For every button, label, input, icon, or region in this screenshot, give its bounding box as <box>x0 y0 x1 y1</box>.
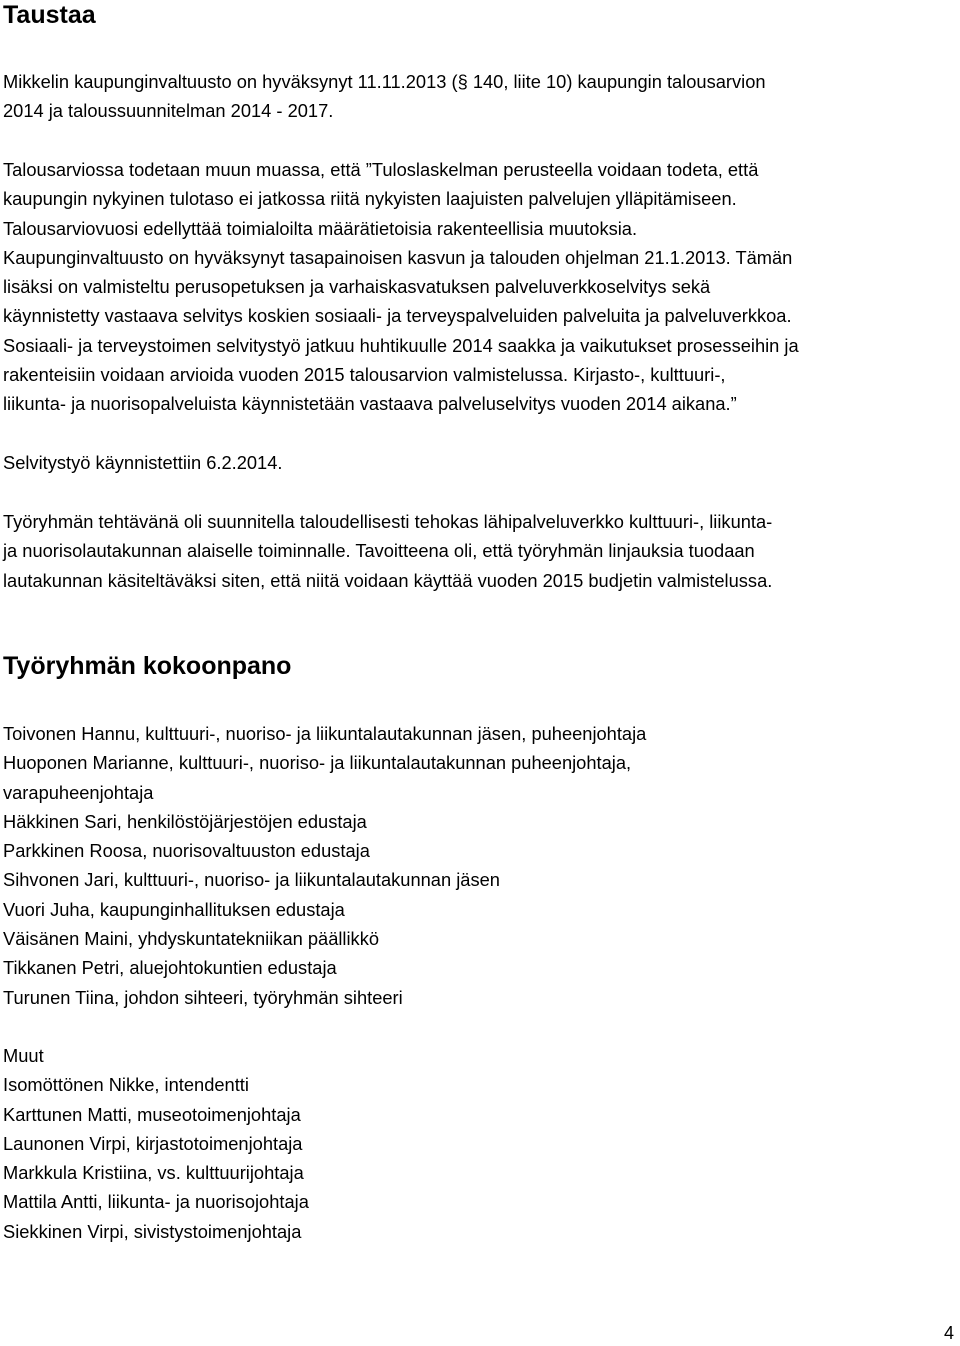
text-line: kaupungin nykyinen tulotaso ei jatkossa riitä nykyisten laajuisten palvelujen ylläpitämiseen. <box>3 188 737 210</box>
member-line: Väisänen Maini, yhdyskuntatekniikan päällikkö <box>3 928 379 950</box>
participant-line: Launonen Virpi, kirjastotoimenjohtaja <box>3 1132 303 1154</box>
text-line: käynnistetty vastaava selvitys koskien sosiaali- ja terveyspalveluiden palveluita ja palveluverkkoa. <box>3 305 792 327</box>
member-line: Vuori Juha, kaupunginhallituksen edustaja <box>3 898 345 920</box>
member-line: Toivonen Hannu, kulttuuri-, nuoriso- ja liikuntalautakunnan jäsen, puheenjohtaja <box>3 723 647 744</box>
paragraph-work-started <box>3 448 282 477</box>
text-line: rakenteisiin voidaan arvioida vuoden 2015 talousarvion valmistelussa. Kirjasto-, kulttuuri-, <box>3 364 726 386</box>
member-line: Sihvonen Jari, kulttuuri-, nuoriso- ja liikuntalautakunnan jäsen <box>3 869 500 891</box>
text-line: Sosiaali- ja terveystoimen selvitystyö jatkuu huhtikuulle 2014 saakka ja vaikutukset prosesseihin ja <box>3 334 799 356</box>
text-line: Kaupunginvaltuusto on hyväksynyt tasapainoisen kasvun ja talouden ohjelman 21.1.2013. Tämän <box>3 246 793 268</box>
text-line: Talousarviossa todetaan muun muassa, että ”Tuloslaskelman perusteella voidaan todeta, että <box>3 159 759 180</box>
paragraph-workgroup-task <box>3 507 772 595</box>
member-line: varapuheenjohtaja <box>3 781 154 803</box>
heading-taustaa: Taustaa <box>3 1 96 29</box>
participant-line: Karttunen Matti, museotoimenjohtaja <box>3 1103 301 1125</box>
other-participants-list <box>3 1041 309 1246</box>
participant-line: Mattila Antti, liikunta- ja nuorisojohtaja <box>3 1191 309 1213</box>
text-line: Selvitystyö käynnistettiin 6.2.2014. <box>3 452 283 473</box>
paragraph-budget-quote <box>3 155 799 419</box>
member-line: Huoponen Marianne, kulttuuri-, nuoriso- ja liikuntalautakunnan puheenjohtaja, <box>3 752 632 774</box>
text-line: lisäksi on valmisteltu perusopetuksen ja varhaiskasvatuksen palveluverkkoselvitys sekä <box>3 276 711 298</box>
text-line: ja nuorisolautakunnan alaiselle toiminnalle. Tavoitteena oli, että työryhmän linjauksia tuodaan <box>3 540 755 562</box>
page-number: 4 <box>943 1323 954 1343</box>
participant-line: Isomöttönen Nikke, intendentti <box>3 1074 249 1096</box>
text-line: liikunta- ja nuorisopalveluista käynnistetään vastaava palveluselvitys vuoden 2014 aikana.” <box>3 393 737 415</box>
heading-workgroup: Työryhmän kokoonpano <box>3 652 292 680</box>
paragraph-budget-approval <box>3 67 766 126</box>
text-line: Talousarviovuosi edellyttää toimialoilta määrätietoisia rakenteellisia muutoksia. <box>3 217 638 239</box>
member-line: Häkkinen Sari, henkilöstöjärjestöjen edustaja <box>3 810 367 832</box>
others-heading: Muut <box>3 1045 44 1066</box>
workgroup-members-list <box>3 719 646 1012</box>
member-line: Tikkanen Petri, aluejohtokuntien edustaja <box>3 957 337 979</box>
member-line: Turunen Tiina, johdon sihteeri, työryhmän sihteeri <box>3 986 403 1008</box>
text-line: Mikkelin kaupunginvaltuusto on hyväksynyt 11.11.2013 (§ 140, liite 10) kaupungin talousarvion <box>3 71 766 92</box>
text-line: Työryhmän tehtävänä oli suunnitella taloudellisesti tehokas lähipalveluverkko kulttuuri-, liikunta- <box>3 511 773 532</box>
participant-line: Siekkinen Virpi, sivistystoimenjohtaja <box>3 1220 302 1242</box>
text-line: lautakunnan käsiteltäväksi siten, että niitä voidaan käyttää vuoden 2015 budjetin valmistelussa. <box>3 569 773 591</box>
member-line: Parkkinen Roosa, nuorisovaltuuston edustaja <box>3 840 370 862</box>
participant-line: Markkula Kristiina, vs. kulttuurijohtaja <box>3 1162 304 1184</box>
text-line: 2014 ja taloussuunnitelman 2014 - 2017. <box>3 100 334 122</box>
